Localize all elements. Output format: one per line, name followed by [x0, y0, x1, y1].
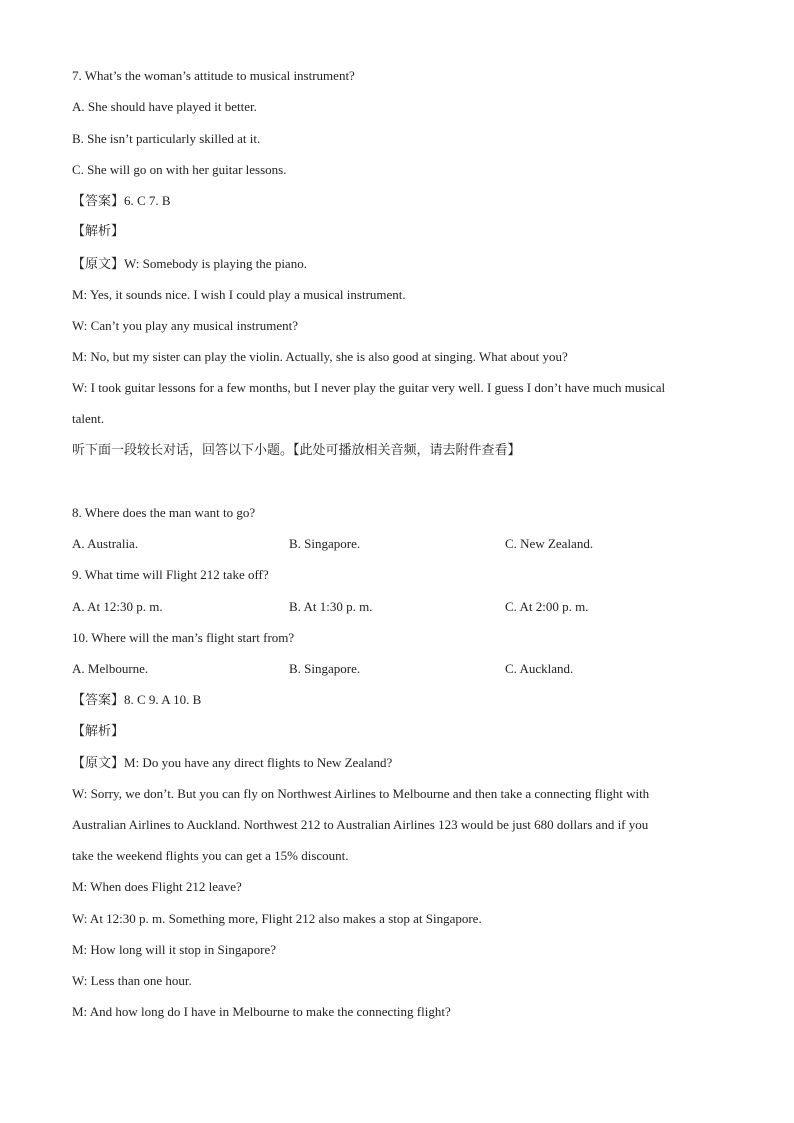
q9-option-a: A. At 12:30 p. m.: [72, 599, 163, 614]
q8-option-a: A. Australia.: [72, 536, 139, 551]
transcript-line: take the weekend flights you can get a 15% discount.: [72, 848, 349, 863]
q10-question: 10. Where will the man’s flight start from?: [72, 630, 295, 645]
transcript-line: W: At 12:30 p. m. Something more, Flight 212 also makes a stop at Singapore.: [72, 911, 482, 926]
q9-option-c: C. At 2:00 p. m.: [505, 599, 589, 614]
q7-option-b: B. She isn’t particularly skilled at it.: [72, 131, 261, 146]
analysis-tag: 【解析】: [72, 224, 125, 239]
answer-text: 8. C 9. A 10. B: [124, 692, 202, 707]
transcript-line: W: Can’t you play any musical instrument?: [72, 318, 299, 333]
transcript-line-1: [72, 755, 392, 772]
transcript-tag: 【原文】: [72, 756, 125, 771]
q7-option-a: A. She should have played it better.: [72, 99, 257, 114]
transcript-line: W: I took guitar lessons for a few months, but I never play the guitar very well. I guess I don’t have much musical: [72, 380, 666, 395]
listening-instruction: 听下面一段较长对话，回答以下小题。【此处可播放相关音频，请去附件查看】: [72, 443, 521, 458]
q9-option-b: B. At 1:30 p. m.: [289, 599, 373, 614]
q10-option-c: C. Auckland.: [505, 661, 574, 676]
transcript-line: Australian Airlines to Auckland. Northwest 212 to Australian Airlines 123 would be just 680 dollars and if you: [72, 817, 649, 832]
q7-question: 7. What’s the woman’s attitude to musical instrument?: [72, 68, 355, 83]
transcript-line: M: Yes, it sounds nice. I wish I could play a musical instrument.: [72, 287, 406, 302]
transcript-line: M: And how long do I have in Melbourne to make the connecting flight?: [72, 1004, 451, 1019]
q8-option-b: B. Singapore.: [289, 536, 361, 551]
q10-option-b: B. Singapore.: [289, 661, 361, 676]
answer-line-1: [72, 193, 171, 210]
transcript-line: talent.: [72, 411, 105, 426]
q8-question: 8. Where does the man want to go?: [72, 505, 256, 520]
answer-text: 6. C 7. B: [124, 193, 171, 208]
transcript-line: M: How long will it stop in Singapore?: [72, 942, 277, 957]
transcript-line-1: [72, 256, 307, 273]
answer-tag: 【答案】: [72, 693, 125, 708]
analysis-tag: 【解析】: [72, 724, 125, 739]
q10-option-a: A. Melbourne.: [72, 661, 149, 676]
transcript-line: W: Less than one hour.: [72, 973, 192, 988]
transcript-line: M: No, but my sister can play the violin. Actually, she is also good at singing. What about you?: [72, 349, 568, 364]
answer-line-2: [72, 692, 201, 709]
transcript-first-line: W: Somebody is playing the piano.: [124, 256, 307, 271]
transcript-line: M: When does Flight 212 leave?: [72, 879, 242, 894]
q8-option-c: C. New Zealand.: [505, 536, 594, 551]
q9-question: 9. What time will Flight 212 take off?: [72, 567, 269, 582]
transcript-line: W: Sorry, we don’t. But you can fly on Northwest Airlines to Melbourne and then take a connecting flight with: [72, 786, 650, 801]
q7-option-c: C. She will go on with her guitar lessons.: [72, 162, 287, 177]
transcript-first-line: M: Do you have any direct flights to New Zealand?: [124, 755, 393, 770]
transcript-tag: 【原文】: [72, 257, 125, 272]
answer-tag: 【答案】: [72, 194, 125, 209]
